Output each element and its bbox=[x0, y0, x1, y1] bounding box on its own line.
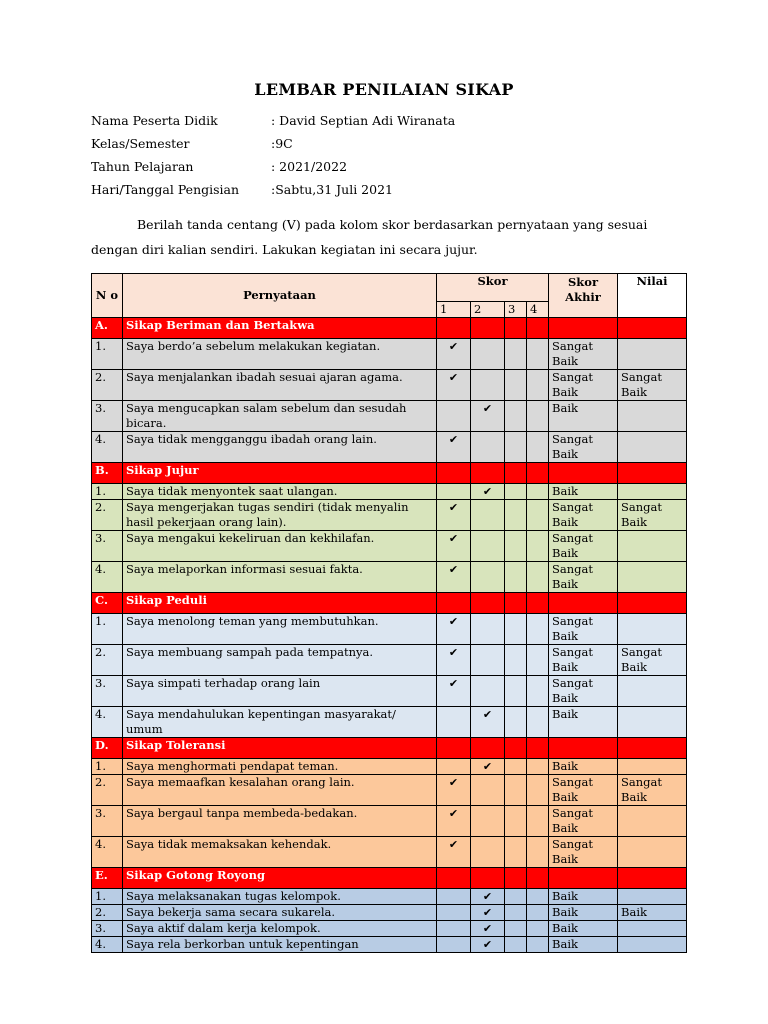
score-cell-2[interactable] bbox=[471, 889, 505, 905]
final-score-cell: Baik bbox=[549, 401, 618, 432]
grade-cell: Sangat Baik bbox=[618, 500, 687, 531]
section-empty-cell bbox=[437, 868, 471, 889]
header-grade: Nilai bbox=[618, 274, 687, 318]
instruction-text: Berilah tanda centang (V) pada kolom skor berdasarkan pernyataan yang sesuai dengan diri kalian sendiri. Lakukan kegiatan ini secara jujur. bbox=[91, 217, 648, 257]
section-letter: B. bbox=[92, 463, 123, 484]
statement-text: Saya bergaul tanpa membeda-bedakan. bbox=[123, 806, 437, 837]
final-score-cell: Baik bbox=[549, 759, 618, 775]
section-empty-cell bbox=[505, 868, 527, 889]
grade-cell bbox=[618, 707, 687, 738]
statement-text: Saya aktif dalam kerja kelompok. bbox=[123, 921, 437, 937]
score-cell-1[interactable] bbox=[437, 759, 471, 775]
statement-text: Saya melaporkan informasi sesuai fakta. bbox=[123, 562, 437, 593]
grade-cell bbox=[618, 531, 687, 562]
row-number: 2. bbox=[92, 905, 123, 921]
grade-cell bbox=[618, 676, 687, 707]
score-cell-4[interactable] bbox=[527, 531, 549, 562]
final-score-cell: Sangat Baik bbox=[549, 645, 618, 676]
score-cell-3[interactable] bbox=[505, 370, 527, 401]
table-row bbox=[92, 614, 687, 645]
checkmark-icon: ✔ bbox=[482, 922, 493, 935]
section-title: Sikap Gotong Royong bbox=[123, 868, 437, 889]
section-title: Sikap Beriman dan Bertakwa bbox=[123, 318, 437, 339]
score-cell-2[interactable] bbox=[471, 432, 505, 463]
final-score-cell: Baik bbox=[549, 484, 618, 500]
row-number: 2. bbox=[92, 645, 123, 676]
score-cell-4[interactable] bbox=[527, 401, 549, 432]
final-score-cell: Sangat Baik bbox=[549, 775, 618, 806]
final-score-cell: Sangat Baik bbox=[549, 806, 618, 837]
table-row bbox=[92, 484, 687, 500]
section-empty-cell bbox=[549, 738, 618, 759]
score-cell-3[interactable] bbox=[505, 614, 527, 645]
statement-text: Saya menjalankan ibadah sesuai ajaran agama. bbox=[123, 370, 437, 401]
checkmark-icon: ✔ bbox=[482, 708, 493, 721]
score-cell-3[interactable] bbox=[505, 432, 527, 463]
grade-cell bbox=[618, 889, 687, 905]
header-score-col-4: 4 bbox=[527, 302, 549, 318]
score-cell-1[interactable] bbox=[437, 676, 471, 707]
final-score-cell: Baik bbox=[549, 707, 618, 738]
section-header-row bbox=[92, 738, 687, 759]
checkmark-icon: ✔ bbox=[448, 615, 459, 628]
info-value: :9C bbox=[271, 136, 293, 151]
score-cell-4[interactable] bbox=[527, 707, 549, 738]
section-empty-cell bbox=[527, 593, 549, 614]
header-statement: Pernyataan bbox=[123, 274, 437, 318]
score-cell-3[interactable] bbox=[505, 500, 527, 531]
row-number: 3. bbox=[92, 401, 123, 432]
section-empty-cell bbox=[527, 318, 549, 339]
info-label: Nama Peserta Didik bbox=[91, 113, 218, 128]
row-number: 1. bbox=[92, 484, 123, 500]
score-cell-4[interactable] bbox=[527, 676, 549, 707]
info-value: : David Septian Adi Wiranata bbox=[271, 113, 456, 128]
score-cell-3[interactable] bbox=[505, 401, 527, 432]
score-cell-1[interactable] bbox=[437, 645, 471, 676]
score-cell-2[interactable] bbox=[471, 937, 505, 953]
score-cell-2[interactable] bbox=[471, 905, 505, 921]
section-empty-cell bbox=[471, 463, 505, 484]
grade-cell bbox=[618, 401, 687, 432]
info-label: Tahun Pelajaran bbox=[91, 159, 194, 174]
instruction-paragraph bbox=[91, 212, 687, 262]
final-score-cell: Sangat Baik bbox=[549, 500, 618, 531]
checkmark-icon: ✔ bbox=[448, 433, 459, 446]
grade-cell bbox=[618, 432, 687, 463]
section-empty-cell bbox=[505, 318, 527, 339]
section-empty-cell bbox=[437, 593, 471, 614]
section-empty-cell bbox=[618, 868, 687, 889]
header-score-col-1: 1 bbox=[437, 302, 471, 318]
row-number: 4. bbox=[92, 562, 123, 593]
table-row bbox=[92, 401, 687, 432]
checkmark-icon: ✔ bbox=[482, 760, 493, 773]
row-number: 3. bbox=[92, 806, 123, 837]
table-row bbox=[92, 432, 687, 463]
score-cell-2[interactable] bbox=[471, 401, 505, 432]
score-cell-1[interactable] bbox=[437, 921, 471, 937]
section-title: Sikap Toleransi bbox=[123, 738, 437, 759]
info-value: :Sabtu,31 Juli 2021 bbox=[271, 182, 393, 197]
statement-text: Saya menolong teman yang membutuhkan. bbox=[123, 614, 437, 645]
score-cell-1[interactable] bbox=[437, 531, 471, 562]
statement-text: Saya melaksanakan tugas kelompok. bbox=[123, 889, 437, 905]
info-label: Kelas/Semester bbox=[91, 136, 190, 151]
score-cell-2[interactable] bbox=[471, 707, 505, 738]
score-cell-3[interactable] bbox=[505, 707, 527, 738]
final-score-cell: Baik bbox=[549, 937, 618, 953]
section-empty-cell bbox=[527, 463, 549, 484]
grade-cell bbox=[618, 806, 687, 837]
final-score-cell: Sangat Baik bbox=[549, 531, 618, 562]
header-score-col-2: 2 bbox=[471, 302, 505, 318]
statement-text: Saya menghormati pendapat teman. bbox=[123, 759, 437, 775]
statement-text: Saya tidak menyontek saat ulangan. bbox=[123, 484, 437, 500]
header-score: Skor bbox=[437, 274, 549, 302]
section-header-row bbox=[92, 318, 687, 339]
table-row bbox=[92, 500, 687, 531]
section-empty-cell bbox=[618, 318, 687, 339]
section-title: Sikap Peduli bbox=[123, 593, 437, 614]
score-cell-1[interactable] bbox=[437, 432, 471, 463]
statement-text: Saya berdo’a sebelum melakukan kegiatan. bbox=[123, 339, 437, 370]
score-cell-4[interactable] bbox=[527, 562, 549, 593]
score-cell-1[interactable] bbox=[437, 562, 471, 593]
row-number: 1. bbox=[92, 614, 123, 645]
grade-cell bbox=[618, 837, 687, 868]
table-row bbox=[92, 889, 687, 905]
final-score-cell: Sangat Baik bbox=[549, 614, 618, 645]
section-empty-cell bbox=[549, 593, 618, 614]
score-cell-2[interactable] bbox=[471, 645, 505, 676]
section-letter: A. bbox=[92, 318, 123, 339]
score-cell-4[interactable] bbox=[527, 905, 549, 921]
table-row bbox=[92, 562, 687, 593]
score-cell-2[interactable] bbox=[471, 370, 505, 401]
score-cell-3[interactable] bbox=[505, 806, 527, 837]
score-cell-1[interactable] bbox=[437, 775, 471, 806]
statement-text: Saya mendahulukan kepentingan masyarakat/ umum bbox=[123, 707, 437, 738]
table-row bbox=[92, 676, 687, 707]
score-cell-2[interactable] bbox=[471, 676, 505, 707]
table-row bbox=[92, 806, 687, 837]
score-cell-1[interactable] bbox=[437, 837, 471, 868]
table-row bbox=[92, 707, 687, 738]
table-row bbox=[92, 339, 687, 370]
score-cell-2[interactable] bbox=[471, 614, 505, 645]
section-empty-cell bbox=[618, 593, 687, 614]
row-number: 1. bbox=[92, 889, 123, 905]
checkmark-icon: ✔ bbox=[448, 340, 459, 353]
score-cell-2[interactable] bbox=[471, 837, 505, 868]
final-score-cell: Baik bbox=[549, 889, 618, 905]
grade-cell bbox=[618, 339, 687, 370]
final-score-cell: Sangat Baik bbox=[549, 676, 618, 707]
row-number: 3. bbox=[92, 676, 123, 707]
checkmark-icon: ✔ bbox=[482, 890, 493, 903]
table-row bbox=[92, 775, 687, 806]
score-cell-1[interactable] bbox=[437, 401, 471, 432]
section-letter: E. bbox=[92, 868, 123, 889]
score-cell-3[interactable] bbox=[505, 889, 527, 905]
grade-cell bbox=[618, 614, 687, 645]
score-cell-2[interactable] bbox=[471, 921, 505, 937]
row-number: 1. bbox=[92, 339, 123, 370]
section-empty-cell bbox=[437, 318, 471, 339]
score-cell-2[interactable] bbox=[471, 562, 505, 593]
section-empty-cell bbox=[471, 593, 505, 614]
final-score-cell: Sangat Baik bbox=[549, 837, 618, 868]
score-cell-1[interactable] bbox=[437, 889, 471, 905]
checkmark-icon: ✔ bbox=[448, 563, 459, 576]
score-cell-4[interactable] bbox=[527, 484, 549, 500]
score-cell-3[interactable] bbox=[505, 339, 527, 370]
score-cell-4[interactable] bbox=[527, 937, 549, 953]
statement-text: Saya bekerja sama secara sukarela. bbox=[123, 905, 437, 921]
score-cell-4[interactable] bbox=[527, 806, 549, 837]
score-cell-1[interactable] bbox=[437, 707, 471, 738]
section-empty-cell bbox=[527, 738, 549, 759]
row-number: 2. bbox=[92, 500, 123, 531]
row-number: 2. bbox=[92, 370, 123, 401]
statement-text: Saya mengucapkan salam sebelum dan sesudah bicara. bbox=[123, 401, 437, 432]
score-cell-3[interactable] bbox=[505, 562, 527, 593]
header-final-score: Skor Akhir bbox=[549, 274, 618, 318]
grade-cell: Baik bbox=[618, 905, 687, 921]
score-cell-4[interactable] bbox=[527, 645, 549, 676]
score-cell-3[interactable] bbox=[505, 937, 527, 953]
score-cell-4[interactable] bbox=[527, 837, 549, 868]
grade-cell bbox=[618, 484, 687, 500]
table-body bbox=[92, 318, 687, 953]
row-number: 4. bbox=[92, 937, 123, 953]
section-empty-cell bbox=[549, 318, 618, 339]
table-row bbox=[92, 759, 687, 775]
score-cell-1[interactable] bbox=[437, 614, 471, 645]
statement-text: Saya rela berkorban untuk kepentingan bbox=[123, 937, 437, 953]
grade-cell bbox=[618, 937, 687, 953]
score-cell-3[interactable] bbox=[505, 645, 527, 676]
section-empty-cell bbox=[505, 738, 527, 759]
info-value: : 2021/2022 bbox=[271, 159, 348, 174]
checkmark-icon: ✔ bbox=[448, 371, 459, 384]
row-number: 2. bbox=[92, 775, 123, 806]
final-score-cell: Baik bbox=[549, 905, 618, 921]
grade-cell bbox=[618, 562, 687, 593]
score-cell-4[interactable] bbox=[527, 775, 549, 806]
checkmark-icon: ✔ bbox=[482, 938, 493, 951]
section-empty-cell bbox=[505, 463, 527, 484]
grade-cell bbox=[618, 921, 687, 937]
section-empty-cell bbox=[471, 318, 505, 339]
section-empty-cell bbox=[618, 738, 687, 759]
section-empty-cell bbox=[618, 463, 687, 484]
info-label: Hari/Tanggal Pengisian bbox=[91, 182, 240, 197]
table-row bbox=[92, 370, 687, 401]
row-number: 1. bbox=[92, 759, 123, 775]
score-cell-1[interactable] bbox=[437, 370, 471, 401]
score-cell-2[interactable] bbox=[471, 806, 505, 837]
grade-cell: Sangat Baik bbox=[618, 645, 687, 676]
section-title: Sikap Jujur bbox=[123, 463, 437, 484]
score-cell-3[interactable] bbox=[505, 531, 527, 562]
row-number: 3. bbox=[92, 921, 123, 937]
row-number: 4. bbox=[92, 432, 123, 463]
score-cell-1[interactable] bbox=[437, 905, 471, 921]
score-cell-4[interactable] bbox=[527, 500, 549, 531]
section-empty-cell bbox=[437, 463, 471, 484]
final-score-cell: Sangat Baik bbox=[549, 339, 618, 370]
section-empty-cell bbox=[437, 738, 471, 759]
section-letter: C. bbox=[92, 593, 123, 614]
assessment-table bbox=[91, 273, 687, 953]
checkmark-icon: ✔ bbox=[448, 646, 459, 659]
row-number: 4. bbox=[92, 837, 123, 868]
score-cell-4[interactable] bbox=[527, 370, 549, 401]
score-cell-4[interactable] bbox=[527, 339, 549, 370]
section-empty-cell bbox=[549, 463, 618, 484]
statement-text: Saya tidak memaksakan kehendak. bbox=[123, 837, 437, 868]
checkmark-icon: ✔ bbox=[448, 776, 459, 789]
score-cell-1[interactable] bbox=[437, 484, 471, 500]
score-cell-1[interactable] bbox=[437, 500, 471, 531]
section-empty-cell bbox=[527, 868, 549, 889]
score-cell-3[interactable] bbox=[505, 775, 527, 806]
header-no: N o bbox=[92, 274, 123, 318]
statement-text: Saya membuang sampah pada tempatnya. bbox=[123, 645, 437, 676]
statement-text: Saya mengakui kekeliruan dan kekhilafan. bbox=[123, 531, 437, 562]
grade-cell bbox=[618, 759, 687, 775]
section-empty-cell bbox=[549, 868, 618, 889]
checkmark-icon: ✔ bbox=[448, 838, 459, 851]
score-cell-3[interactable] bbox=[505, 484, 527, 500]
section-empty-cell bbox=[471, 738, 505, 759]
score-cell-2[interactable] bbox=[471, 759, 505, 775]
table-row bbox=[92, 921, 687, 937]
section-empty-cell bbox=[505, 593, 527, 614]
table-row bbox=[92, 837, 687, 868]
statement-text: Saya mengerjakan tugas sendiri (tidak menyalin hasil pekerjaan orang lain). bbox=[123, 500, 437, 531]
score-cell-3[interactable] bbox=[505, 905, 527, 921]
final-score-cell: Sangat Baik bbox=[549, 562, 618, 593]
score-cell-2[interactable] bbox=[471, 531, 505, 562]
score-cell-2[interactable] bbox=[471, 339, 505, 370]
header-score-col-3: 3 bbox=[505, 302, 527, 318]
score-cell-1[interactable] bbox=[437, 806, 471, 837]
score-cell-2[interactable] bbox=[471, 775, 505, 806]
score-cell-3[interactable] bbox=[505, 837, 527, 868]
row-number: 3. bbox=[92, 531, 123, 562]
table-row bbox=[92, 937, 687, 953]
final-score-cell: Sangat Baik bbox=[549, 432, 618, 463]
checkmark-icon: ✔ bbox=[482, 906, 493, 919]
section-header-row bbox=[92, 593, 687, 614]
checkmark-icon: ✔ bbox=[448, 677, 459, 690]
score-cell-4[interactable] bbox=[527, 614, 549, 645]
statement-text: Saya simpati terhadap orang lain bbox=[123, 676, 437, 707]
section-letter: D. bbox=[92, 738, 123, 759]
statement-text: Saya tidak mengganggu ibadah orang lain. bbox=[123, 432, 437, 463]
statement-text: Saya memaafkan kesalahan orang lain. bbox=[123, 775, 437, 806]
section-header-row bbox=[92, 868, 687, 889]
grade-cell: Sangat Baik bbox=[618, 370, 687, 401]
score-cell-4[interactable] bbox=[527, 921, 549, 937]
score-cell-1[interactable] bbox=[437, 937, 471, 953]
final-score-cell: Sangat Baik bbox=[549, 370, 618, 401]
score-cell-4[interactable] bbox=[527, 432, 549, 463]
checkmark-icon: ✔ bbox=[448, 501, 459, 514]
score-cell-1[interactable] bbox=[437, 339, 471, 370]
checkmark-icon: ✔ bbox=[482, 402, 493, 415]
checkmark-icon: ✔ bbox=[482, 485, 493, 498]
table-row bbox=[92, 531, 687, 562]
section-empty-cell bbox=[471, 868, 505, 889]
table-row bbox=[92, 905, 687, 921]
table-row bbox=[92, 645, 687, 676]
score-cell-2[interactable] bbox=[471, 484, 505, 500]
checkmark-icon: ✔ bbox=[448, 532, 459, 545]
row-number: 4. bbox=[92, 707, 123, 738]
final-score-cell: Baik bbox=[549, 921, 618, 937]
score-cell-3[interactable] bbox=[505, 676, 527, 707]
score-cell-2[interactable] bbox=[471, 500, 505, 531]
score-cell-4[interactable] bbox=[527, 759, 549, 775]
score-cell-3[interactable] bbox=[505, 759, 527, 775]
grade-cell: Sangat Baik bbox=[618, 775, 687, 806]
score-cell-4[interactable] bbox=[527, 889, 549, 905]
document-title: LEMBAR PENILAIAN SIKAP bbox=[254, 80, 514, 99]
section-header-row bbox=[92, 463, 687, 484]
checkmark-icon: ✔ bbox=[448, 807, 459, 820]
score-cell-3[interactable] bbox=[505, 921, 527, 937]
